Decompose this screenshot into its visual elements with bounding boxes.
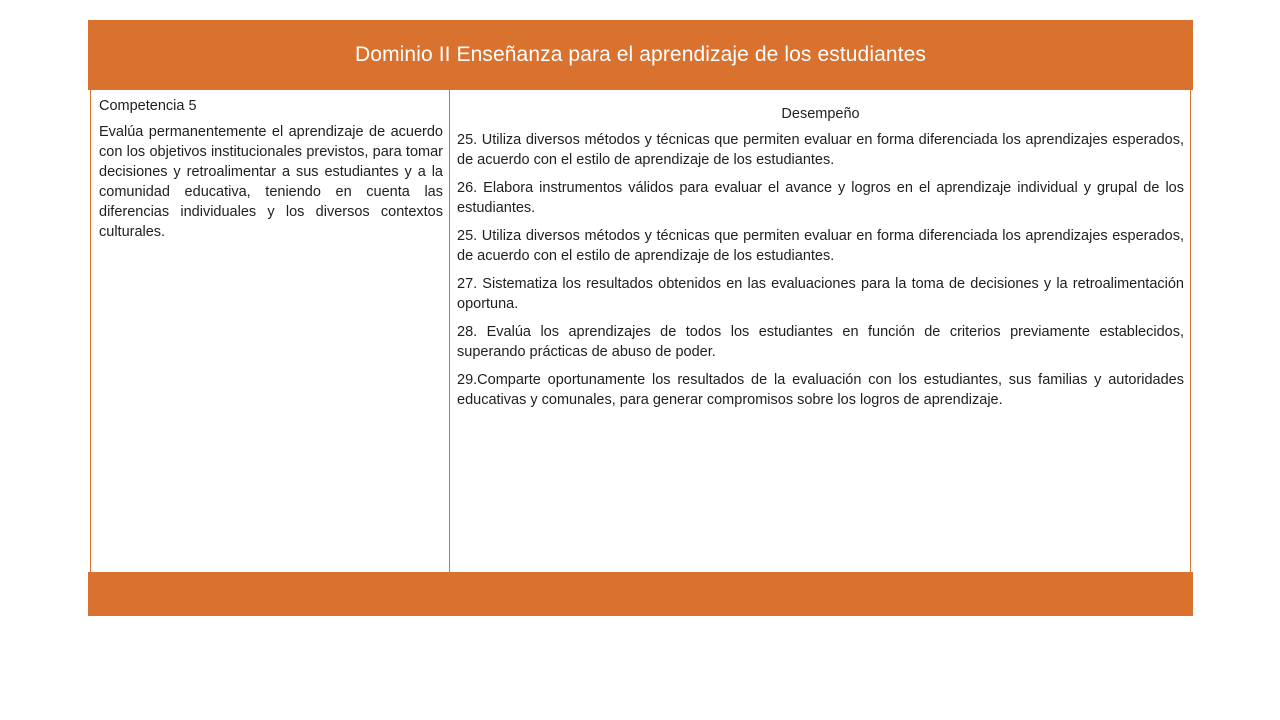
desempeno-item-5: 28. Evalúa los aprendizajes de todos los estudiantes en función de criterios previamente establecidos, superando prácticas de abuso de poder. (457, 324, 1184, 360)
desempeno-item-4: 27. Sistematiza los resultados obtenidos en las evaluaciones para la toma de decisiones y la retroalimentación oportuna. (457, 276, 1184, 312)
desempeno-title: Desempeño (781, 106, 860, 122)
desempeno-item-3: 25. Utiliza diversos métodos y técnicas que permiten evaluar en forma diferenciada los aprendizajes esperados, de acuerdo con el estilo de aprendizaje de los estudiantes. (457, 228, 1184, 264)
competencia-title: Competencia 5 (99, 98, 197, 114)
competency-table (88, 20, 1193, 616)
domain-title: Dominio II Enseñanza para el aprendizaje de los estudiantes (355, 43, 926, 66)
desempeno-item-2: 26. Elabora instrumentos válidos para evaluar el avance y logros en el aprendizaje individual y grupal de los estudiantes. (457, 180, 1184, 216)
table-body-row (88, 90, 1193, 572)
table-footer (88, 572, 1193, 616)
desempeno-item-1: 25. Utiliza diversos métodos y técnicas que permiten evaluar en forma diferenciada los aprendizajes esperados, de acuerdo con el estilo de aprendizaje de los estudiantes. (457, 132, 1184, 168)
competencia-cell (90, 90, 450, 572)
desempeno-item-6: 29.Comparte oportunamente los resultados de la evaluación con los estudiantes, sus familias y autoridades educativas y comunales, para generar compromisos sobre los logros de aprendizaje. (457, 372, 1184, 408)
desempeno-cell (450, 90, 1191, 572)
competencia-description: Evalúa permanentemente el aprendizaje de acuerdo con los objetivos institucionales previstos, para tomar decisiones y retroalimentar a sus estudiantes y a la comunidad educativa, teniendo en cuenta las diferencias individuales y los diversos contextos culturales. (99, 124, 443, 240)
table-header (88, 20, 1193, 90)
